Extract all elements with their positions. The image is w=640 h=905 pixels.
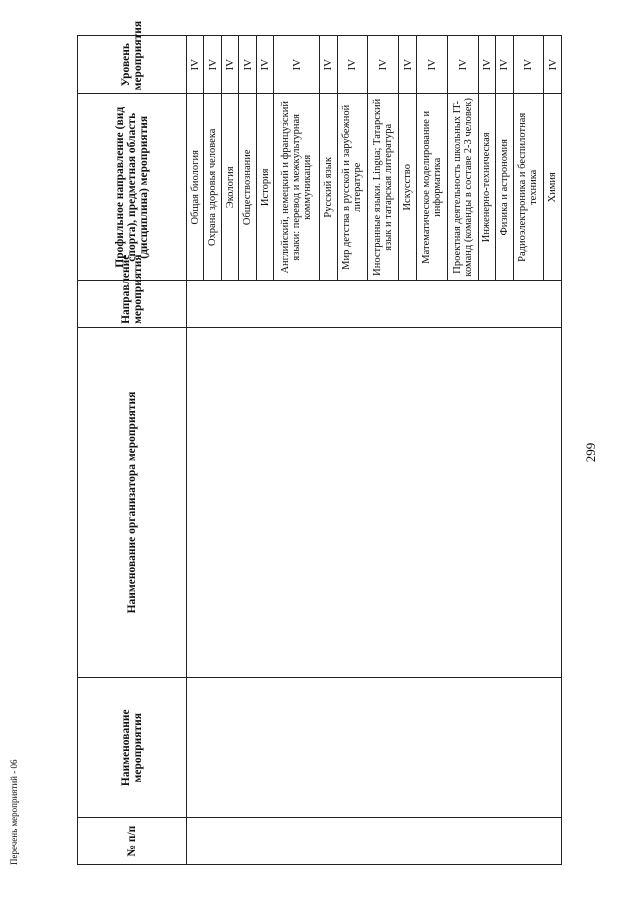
header-level: Уровень мероприятия: [78, 36, 187, 94]
header-area: Направление мероприятия: [78, 281, 187, 328]
header-organizer: Наименование организатора мероприятия: [78, 327, 187, 677]
cell-direction: Общая биология: [187, 94, 204, 281]
events-table: [77, 20, 562, 865]
cell-direction: Мир детства в русской и зарубежной литературе: [337, 94, 368, 281]
cell-direction: Экология: [221, 94, 238, 281]
cell-name: [187, 678, 562, 818]
cell-level: IV: [544, 36, 562, 94]
cell-level: IV: [337, 36, 368, 94]
cell-direction: Физика и астрономия: [496, 94, 513, 281]
header-name: Наименование мероприятия: [78, 678, 187, 818]
table-row: [187, 36, 204, 865]
cell-direction: Русский язык: [320, 94, 337, 281]
cell-direction: Проектная деятельность школьных IT- команд (команды в составе 2-3 человек): [447, 94, 478, 281]
cell-level: IV: [221, 36, 238, 94]
cell-direction: Математическое моделирование и информатика: [416, 94, 447, 281]
footer-note: Перечень мероприятий - 06: [9, 759, 19, 865]
cell-direction: Английский, немецкий и французский языки: перевод и межкультурная коммуникация: [274, 94, 320, 281]
cell-level: IV: [187, 36, 204, 94]
cell-level: IV: [320, 36, 337, 94]
page-number: 299: [583, 442, 598, 463]
cell-level: IV: [416, 36, 447, 94]
cell-level: IV: [513, 36, 544, 94]
cell-direction: Обществознание: [239, 94, 256, 281]
cell-direction: Радиоэлектроника и беспилотная техника: [513, 94, 544, 281]
cell-level: IV: [256, 36, 273, 94]
header-num: № п/п: [78, 818, 187, 865]
cell-direction: Иностранные языки. Lingua; Татарский язык и татарская литература: [368, 94, 399, 281]
cell-level: IV: [478, 36, 495, 94]
cell-organizer: [187, 327, 562, 677]
cell-level: IV: [447, 36, 478, 94]
cell-level: IV: [368, 36, 399, 94]
cell-level: IV: [274, 36, 320, 94]
cell-direction: Инженерно-техническая: [478, 94, 495, 281]
cell-direction: Охрана здоровья человека: [204, 94, 221, 281]
cell-level: IV: [399, 36, 416, 94]
table-header-row: [78, 36, 187, 865]
header-direction: Профильное направление (вид спорта), предметная область (дисциплина) мероприятия: [78, 94, 187, 281]
cell-num: [187, 818, 562, 865]
cell-direction: Химия: [544, 94, 562, 281]
cell-direction: Искусство: [399, 94, 416, 281]
cell-level: IV: [496, 36, 513, 94]
cell-area: [187, 281, 562, 328]
cell-level: IV: [204, 36, 221, 94]
cell-level: IV: [239, 36, 256, 94]
cell-direction: История: [256, 94, 273, 281]
